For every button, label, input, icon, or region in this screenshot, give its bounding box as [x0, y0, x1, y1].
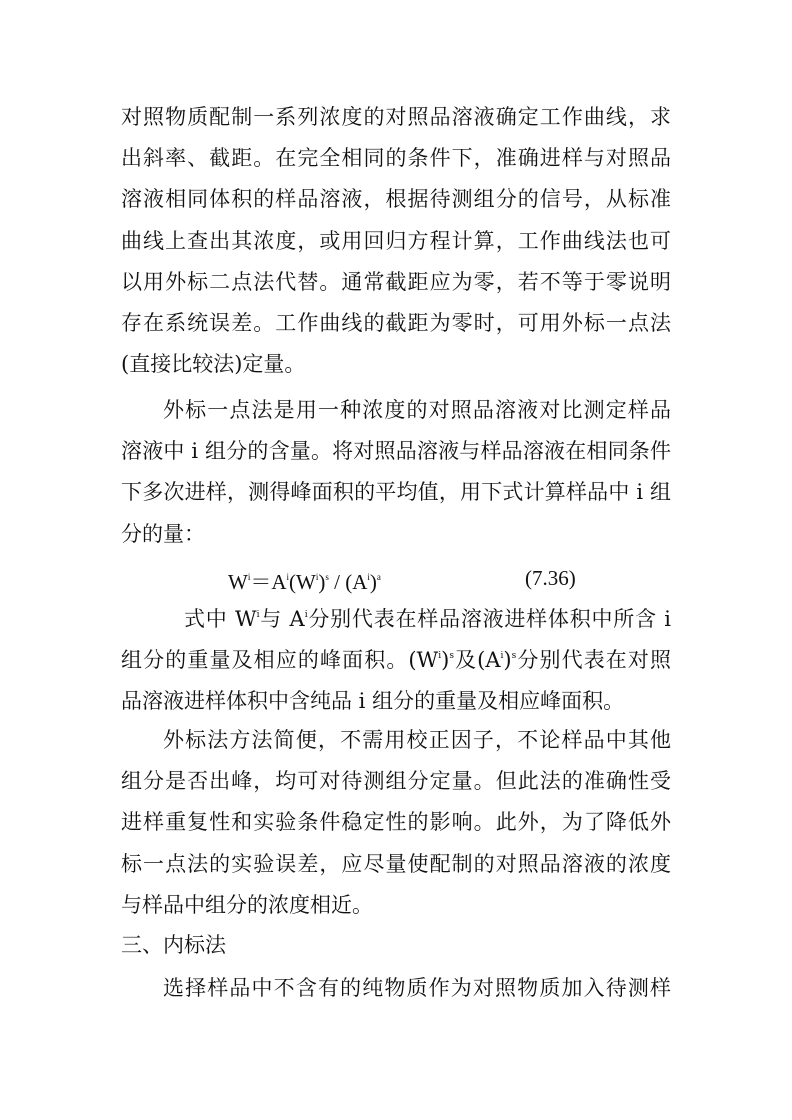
text-line: 对照物质配制一系列浓度的对照品溶液确定工作曲线，求	[121, 105, 671, 129]
paragraph-symbol-definitions	[121, 599, 671, 723]
text-line: (直接比较法)定量。	[121, 352, 306, 377]
text-line: 分的量：	[121, 521, 205, 546]
text-line: 选择样品中不含有的纯物质作为对照物质加入待测样	[163, 976, 671, 1000]
equation-number: (7.36)	[525, 566, 576, 590]
paragraph-external-one-point	[121, 390, 671, 555]
text-line: 式中 $W^i$与 $A^i$分别代表在样品溶液进样体积中所含 i	[184, 607, 672, 631]
text-line: 存在系统误差。工作曲线的截距为零时，可用外标一点法	[121, 310, 671, 335]
text-line: 以用外标二点法代替。通常截距应为零，若不等于零说明	[121, 269, 671, 294]
text-line: 组分的重量及相应的峰面积。$(W^i)^s$及$(A^i)^s$分别代表在对照	[121, 648, 672, 673]
text-line: 品溶液进样体积中含纯品 i 组分的重量及相应峰面积。	[121, 689, 625, 714]
text-line: 出斜率、截距。在完全相同的条件下，准确进样与对照品	[121, 146, 671, 171]
text-line: 溶液相同体积的样品溶液，根据待测组分的信号，从标准	[121, 187, 671, 212]
text-line: 与样品中组分的浓度相近。	[121, 892, 373, 917]
equation-7-36	[0, 560, 792, 601]
paragraph-calibration-curve	[121, 97, 671, 385]
section-heading-internal-standard: 三、内标法	[121, 933, 226, 957]
paragraph-external-standard-summary	[121, 720, 671, 926]
equation-expression: $W^i=A^i(W^i)^s / (A^i)^a$	[228, 570, 381, 594]
text-line: 下多次进样，测得峰面积的平均值，用下式计算样品中 i 组	[121, 480, 671, 505]
text-line: 曲线上查出其浓度，或用回归方程计算，工作曲线法也可	[121, 228, 671, 253]
paragraph-internal-standard	[121, 968, 671, 1009]
text-line: 外标一点法是用一种浓度的对照品溶液对比测定样品	[163, 398, 671, 422]
text-line: 组分是否出峰，均可对待测组分定量。但此法的准确性受	[121, 769, 671, 794]
text-line: 溶液中 i 组分的含量。将对照品溶液与样品溶液在相同条件	[121, 439, 671, 464]
text-line: 外标法方法简便，不需用校正因子，不论样品中其他	[163, 728, 671, 752]
text-line: 进样重复性和实验条件稳定性的影响。此外，为了降低外	[121, 810, 671, 835]
text-line: 标一点法的实验误差，应尽量使配制的对照品溶液的浓度	[121, 851, 671, 876]
